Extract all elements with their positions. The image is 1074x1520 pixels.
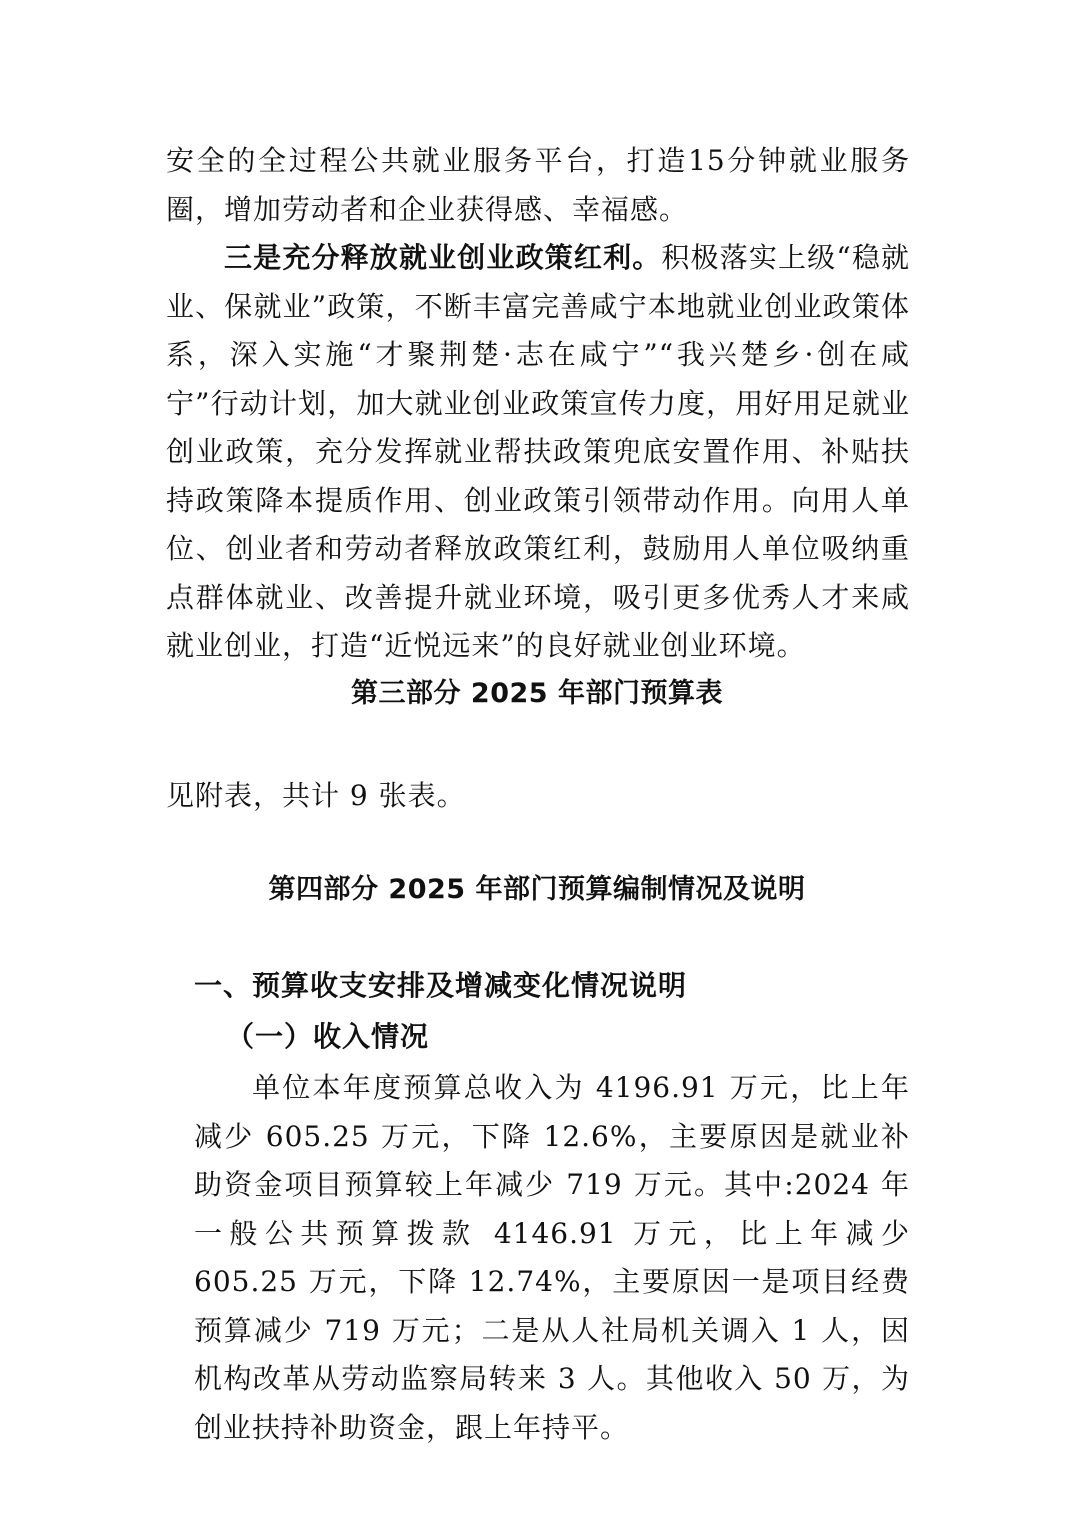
paragraph-lead-bold: 三是充分释放就业创业政策红利。 [224, 241, 662, 274]
paragraph-policy-body: 积极落实上级“稳就业、保就业”政策，不断丰富完善咸宁本地就业创业政策体系，深入实施“才聚荆楚·志在咸宁”“我兴楚乡·创在咸宁”行动计划，加大就业创业政策宣传力度，用好用足就业创业政策，充分发挥就业帮扶政策兜底安置作用、补贴扶持政策降本提质作用、创业政策引领带动作用。向用人单位、创业者和劳动者释放政策红利，鼓励用人单位吸纳重点群体就业、改善提升就业环境，吸引更多优秀人才来咸就业创业，打造“近悦远来”的良好就业创业环境。 [166, 241, 910, 662]
paragraph-service-platform: 安全的全过程公共就业服务平台，打造15分钟就业服务圈，增加劳动者和企业获得感、幸福感。 [166, 144, 910, 226]
income-paragraph: 单位本年度预算总收入为 4196.91 万元，比上年减少 605.25 万元，下降 12.6%，主要原因是就业补助资金项目预算较上年减少 719 万元。其中:2024 年一般公共预算拨款 4146.91 万元，比上年减少 605.25 万元，下降 12.74%，主要原因一是项目经费预算减少 719 万元；二是从人社局机关调入 1 人，因机构改革从劳动监察局转来 3 人。其他收入 50 万，为创业扶持补助资金，跟上年持平。 [194, 1071, 910, 1444]
part4-title: 第四部分 2025 年部门预算编制情况及说明 [268, 874, 806, 905]
subsection1-title: （一）收入情况 [226, 1020, 430, 1053]
section1-title: 一、预算收支安排及增减变化情况说明 [194, 969, 688, 1002]
part3-title: 第三部分 2025 年部门预算表 [351, 678, 723, 709]
part3-text: 见附表，共计 9 张表。 [166, 779, 466, 812]
paragraph-policy-dividend [166, 234, 910, 671]
